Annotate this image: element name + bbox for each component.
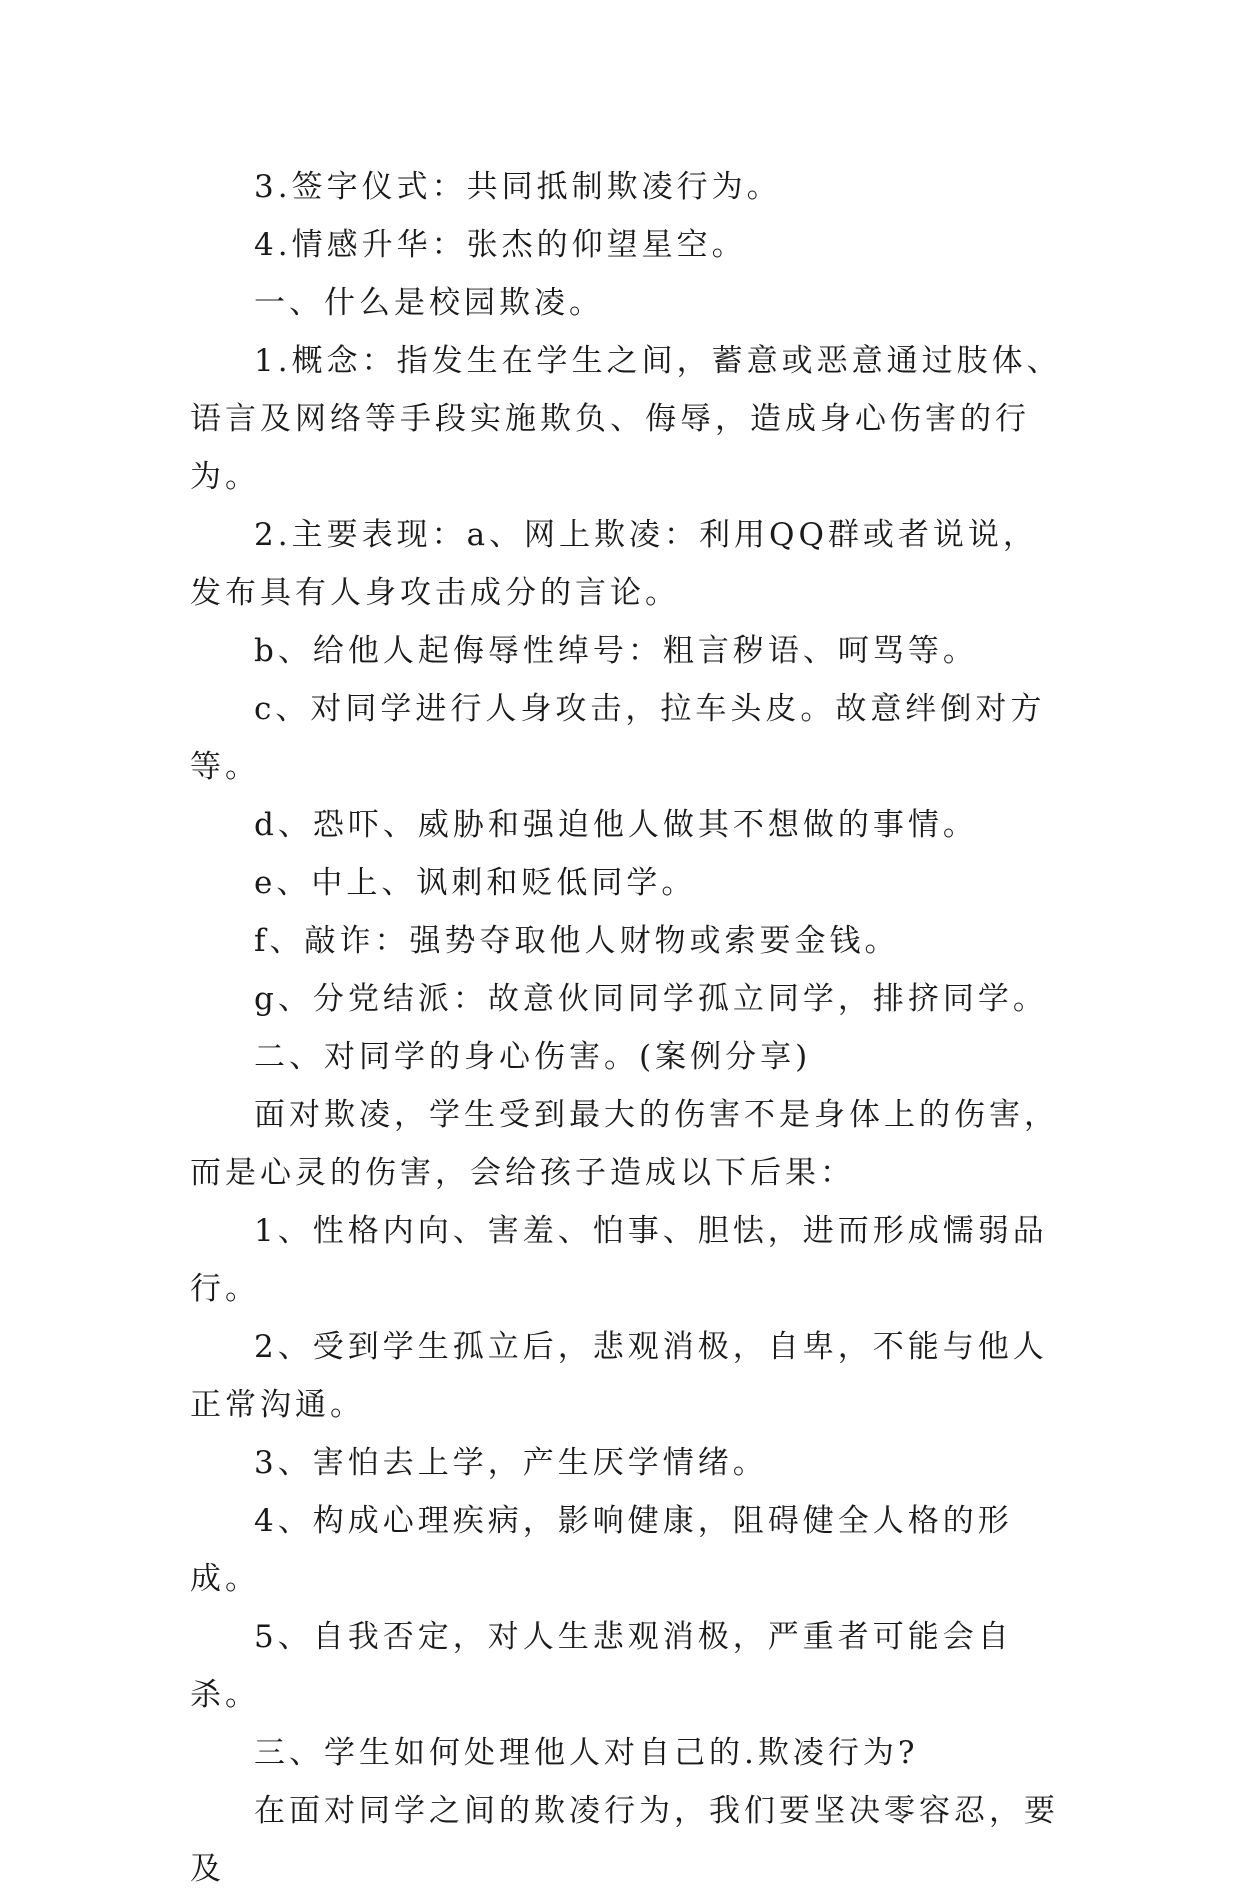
paragraph-facing-bullying: 面对欺凌，学生受到最大的伤害不是身体上的伤害，而是心灵的伤害，会给孩子造成以下后果： (190, 1097, 1059, 1191)
document-body (190, 158, 1070, 1898)
heading-what-is-bullying: 一、什么是校园欺凌。 (254, 285, 604, 321)
list-item-b: b、给他人起侮辱性绰号：粗言秽语、呵骂等。 (254, 633, 978, 669)
consequence-item-5: 5、自我否定，对人生悲观消极，严重者可能会自杀。 (190, 1619, 1013, 1713)
paragraph-signing-ceremony: 3.签字仪式：共同抵制欺凌行为。 (254, 169, 782, 205)
paragraph-emotional-sublimation: 4.情感升华：张杰的仰望星空。 (254, 227, 747, 263)
paragraph-main-manifestations: 2.主要表现：a、网上欺凌：利用QQ群或者说说，发布具有人身攻击成分的言论。 (190, 517, 1038, 611)
heading-how-to-handle: 三、学生如何处理他人对自己的.欺凌行为? (254, 1735, 919, 1771)
list-item-d: d、恐吓、威胁和强迫他人做其不想做的事情。 (254, 807, 978, 843)
list-item-c: c、对同学进行人身攻击，拉车头皮。故意绊倒对方等。 (190, 691, 1046, 785)
paragraph-zero-tolerance: 在面对同学之间的欺凌行为，我们要坚决零容忍，要及 (190, 1793, 1059, 1887)
consequence-item-2: 2、受到学生孤立后，悲观消极，自卑，不能与他人正常沟通。 (190, 1329, 1048, 1423)
list-item-f: f、敲诈：强势夺取他人财物或索要金钱。 (254, 923, 900, 959)
consequence-item-3: 3、害怕去上学，产生厌学情绪。 (254, 1445, 768, 1481)
consequence-item-4: 4、构成心理疾病，影响健康，阻碍健全人格的形成。 (190, 1503, 1013, 1597)
list-item-e: e、中上、讽刺和贬低同学。 (254, 865, 697, 901)
consequence-item-1: 1、性格内向、害羞、怕事、胆怯，进而形成懦弱品行。 (190, 1213, 1048, 1307)
paragraph-concept: 1.概念：指发生在学生之间，蓄意或恶意通过肢体、语言及网络等手段实施欺负、侮辱，造成身心伤害的行为。 (190, 343, 1062, 495)
list-item-g: g、分党结派：故意伙同同学孤立同学，排挤同学。 (254, 981, 1048, 1017)
heading-physical-mental-harm: 二、对同学的身心伤害。(案例分享) (254, 1039, 812, 1075)
